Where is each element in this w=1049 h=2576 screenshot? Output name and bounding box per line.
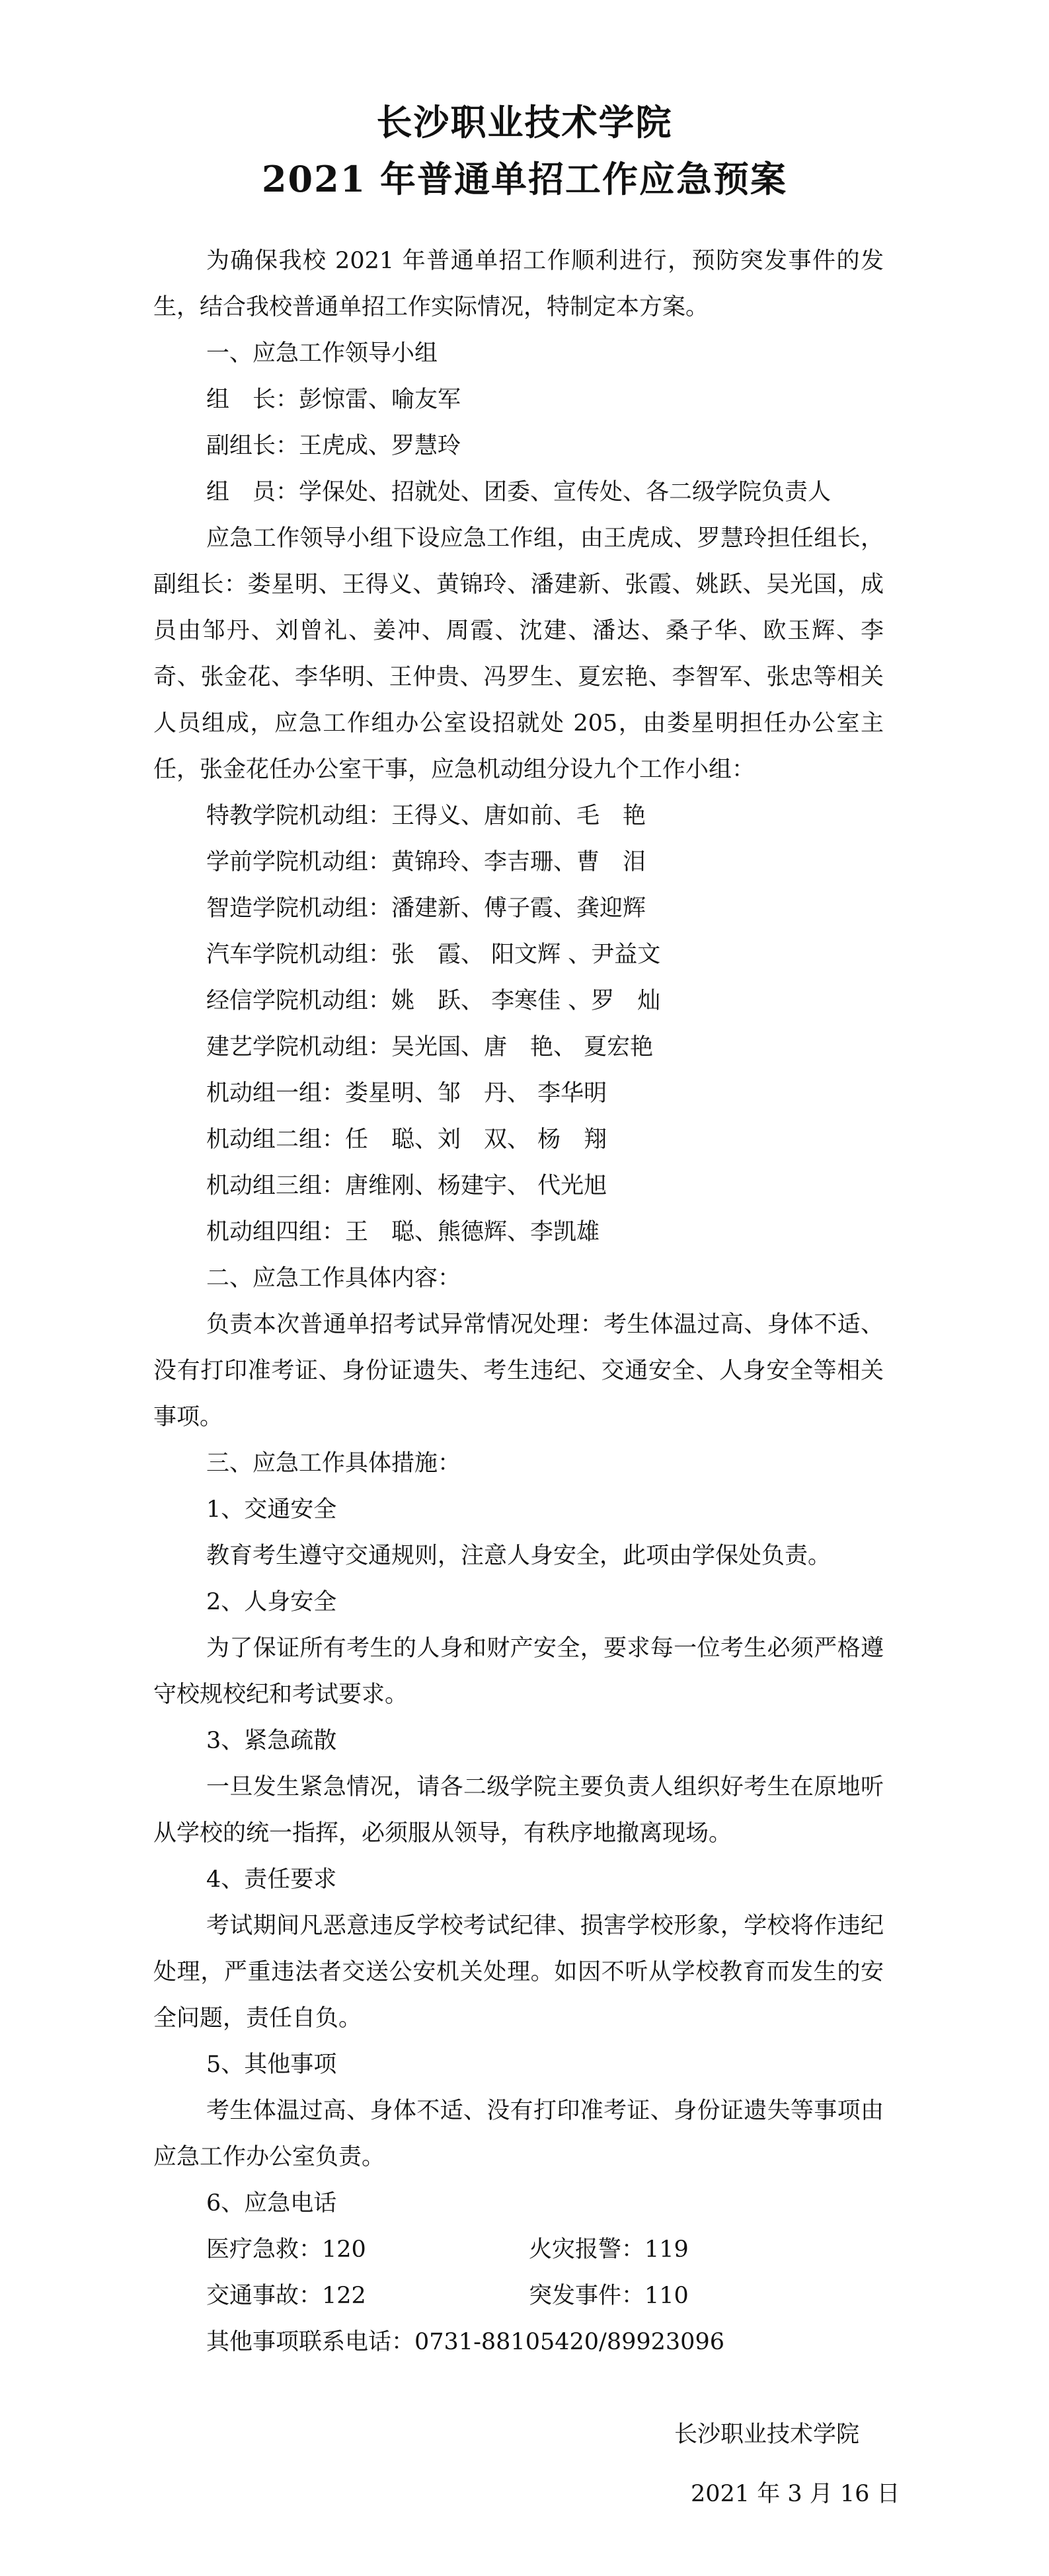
section2-heading: 二、应急工作具体内容：	[206, 1265, 461, 1292]
phone-medical: 医疗急救：120	[206, 2236, 366, 2263]
phone-fire: 火灾报警：119	[529, 2236, 689, 2263]
phone-emergency: 突发事件：110	[529, 2283, 689, 2309]
measure-title: 2、人身安全	[206, 1589, 337, 1615]
measure-title: 5、其他事项	[206, 2051, 337, 2078]
signature-org: 长沙职业技术学院	[674, 2421, 860, 2448]
group-line: 建艺学院机动组：吴光国、唐 艳、 夏宏艳	[206, 1034, 654, 1060]
group-line: 经信学院机动组：姚 跃、 李寒佳 、罗 灿	[206, 988, 661, 1014]
group-line: 学前学院机动组：黄锦玲、李吉珊、曹 泪	[206, 849, 646, 875]
phone-other: 其他事项联系电话：0731-88105420/89923096	[206, 2329, 724, 2355]
measure-title: 3、紧急疏散	[206, 1728, 337, 1754]
measure-body: 一旦发生紧急情况，请各二级学院主要负责人组织好考生在原地听从学校的统一指挥，必须服从领导，有秩序地撤离现场。	[153, 1774, 884, 1847]
measure-body: 考试期间凡恶意违反学校考试纪律、损害学校形象，学校将作违纪处理，严重违法者交送公安机关处理。如因不听从学校教育而发生的安全问题，责任自负。	[153, 1913, 884, 2032]
section2-body: 负责本次普通单招考试异常情况处理：考生体温过高、身体不适、没有打印准考证、身份证遗失、考生违纪、交通安全、人身安全等相关事项。	[153, 1311, 884, 1430]
measure-body: 为了保证所有考生的人身和财产安全，要求每一位考生必须严格遵守校规校纪和考试要求。	[153, 1635, 884, 1708]
group-line: 机动组二组：任 聪、刘 双、 杨 翔	[206, 1126, 607, 1153]
section3-heading: 三、应急工作具体措施：	[206, 1450, 461, 1477]
document-title-org: 长沙职业技术学院	[376, 101, 673, 143]
group-line: 汽车学院机动组：张 霞、 阳文辉 、尹益文	[206, 941, 661, 968]
group-line: 机动组三组：唐维刚、杨建宇、 代光旭	[206, 1173, 607, 1199]
measure-body: 教育考生遵守交通规则，注意人身安全，此项由学保处负责。	[206, 1543, 832, 1569]
section1-members: 组 员：学保处、招就处、团委、宣传处、各二级学院负责人	[206, 479, 832, 505]
intro-paragraph: 为确保我校 2021 年普通单招工作顺利进行，预防突发事件的发生，结合我校普通单招工作实际情况，特制定本方案。	[153, 248, 884, 320]
measure-title: 4、责任要求	[206, 1866, 337, 1893]
group-line: 机动组四组：王 聪、熊德辉、李凯雄	[206, 1219, 600, 1245]
phones-title: 6、应急电话	[206, 2190, 337, 2217]
group-line: 机动组一组：娄星明、邹 丹、 李华明	[206, 1080, 607, 1107]
phone-traffic: 交通事故：122	[206, 2283, 366, 2309]
section1-vice-leader: 副组长：王虎成、罗慧玲	[206, 433, 461, 459]
measure-body: 考生体温过高、身体不适、没有打印准考证、身份证遗失等事项由应急工作办公室负责。	[153, 2098, 884, 2170]
measure-title: 1、交通安全	[206, 1496, 337, 1523]
group-line: 特教学院机动组：王得义、唐如前、毛 艳	[206, 803, 646, 829]
signature-date: 2021 年 3 月 16 日	[691, 2481, 900, 2507]
section1-leader: 组 长：彭惊雷、喻友军	[206, 386, 461, 413]
section1-body: 应急工作领导小组下设应急工作组，由王虎成、罗慧玲担任组长，副组长：娄星明、王得义、黄锦玲、潘建新、张霞、姚跃、吴光国，成员由邹丹、刘曾礼、姜冲、周霞、沈建、潘达、桑子华、欧玉辉、李奇、张金花、李华明、王仲贵、冯罗生、夏宏艳、李智军、张忠等相关人员组成，应急工作组办公室设招就处 205，由娄星明担任办公室主任，张金花任办公室干事，应急机动组分设九个工作小组：	[153, 525, 884, 783]
section1-heading: 一、应急工作领导小组	[206, 340, 438, 367]
document-title-main: 2021 年普通单招工作应急预案	[261, 158, 788, 200]
group-line: 智造学院机动组：潘建新、傅子霞、龚迎辉	[206, 895, 646, 922]
